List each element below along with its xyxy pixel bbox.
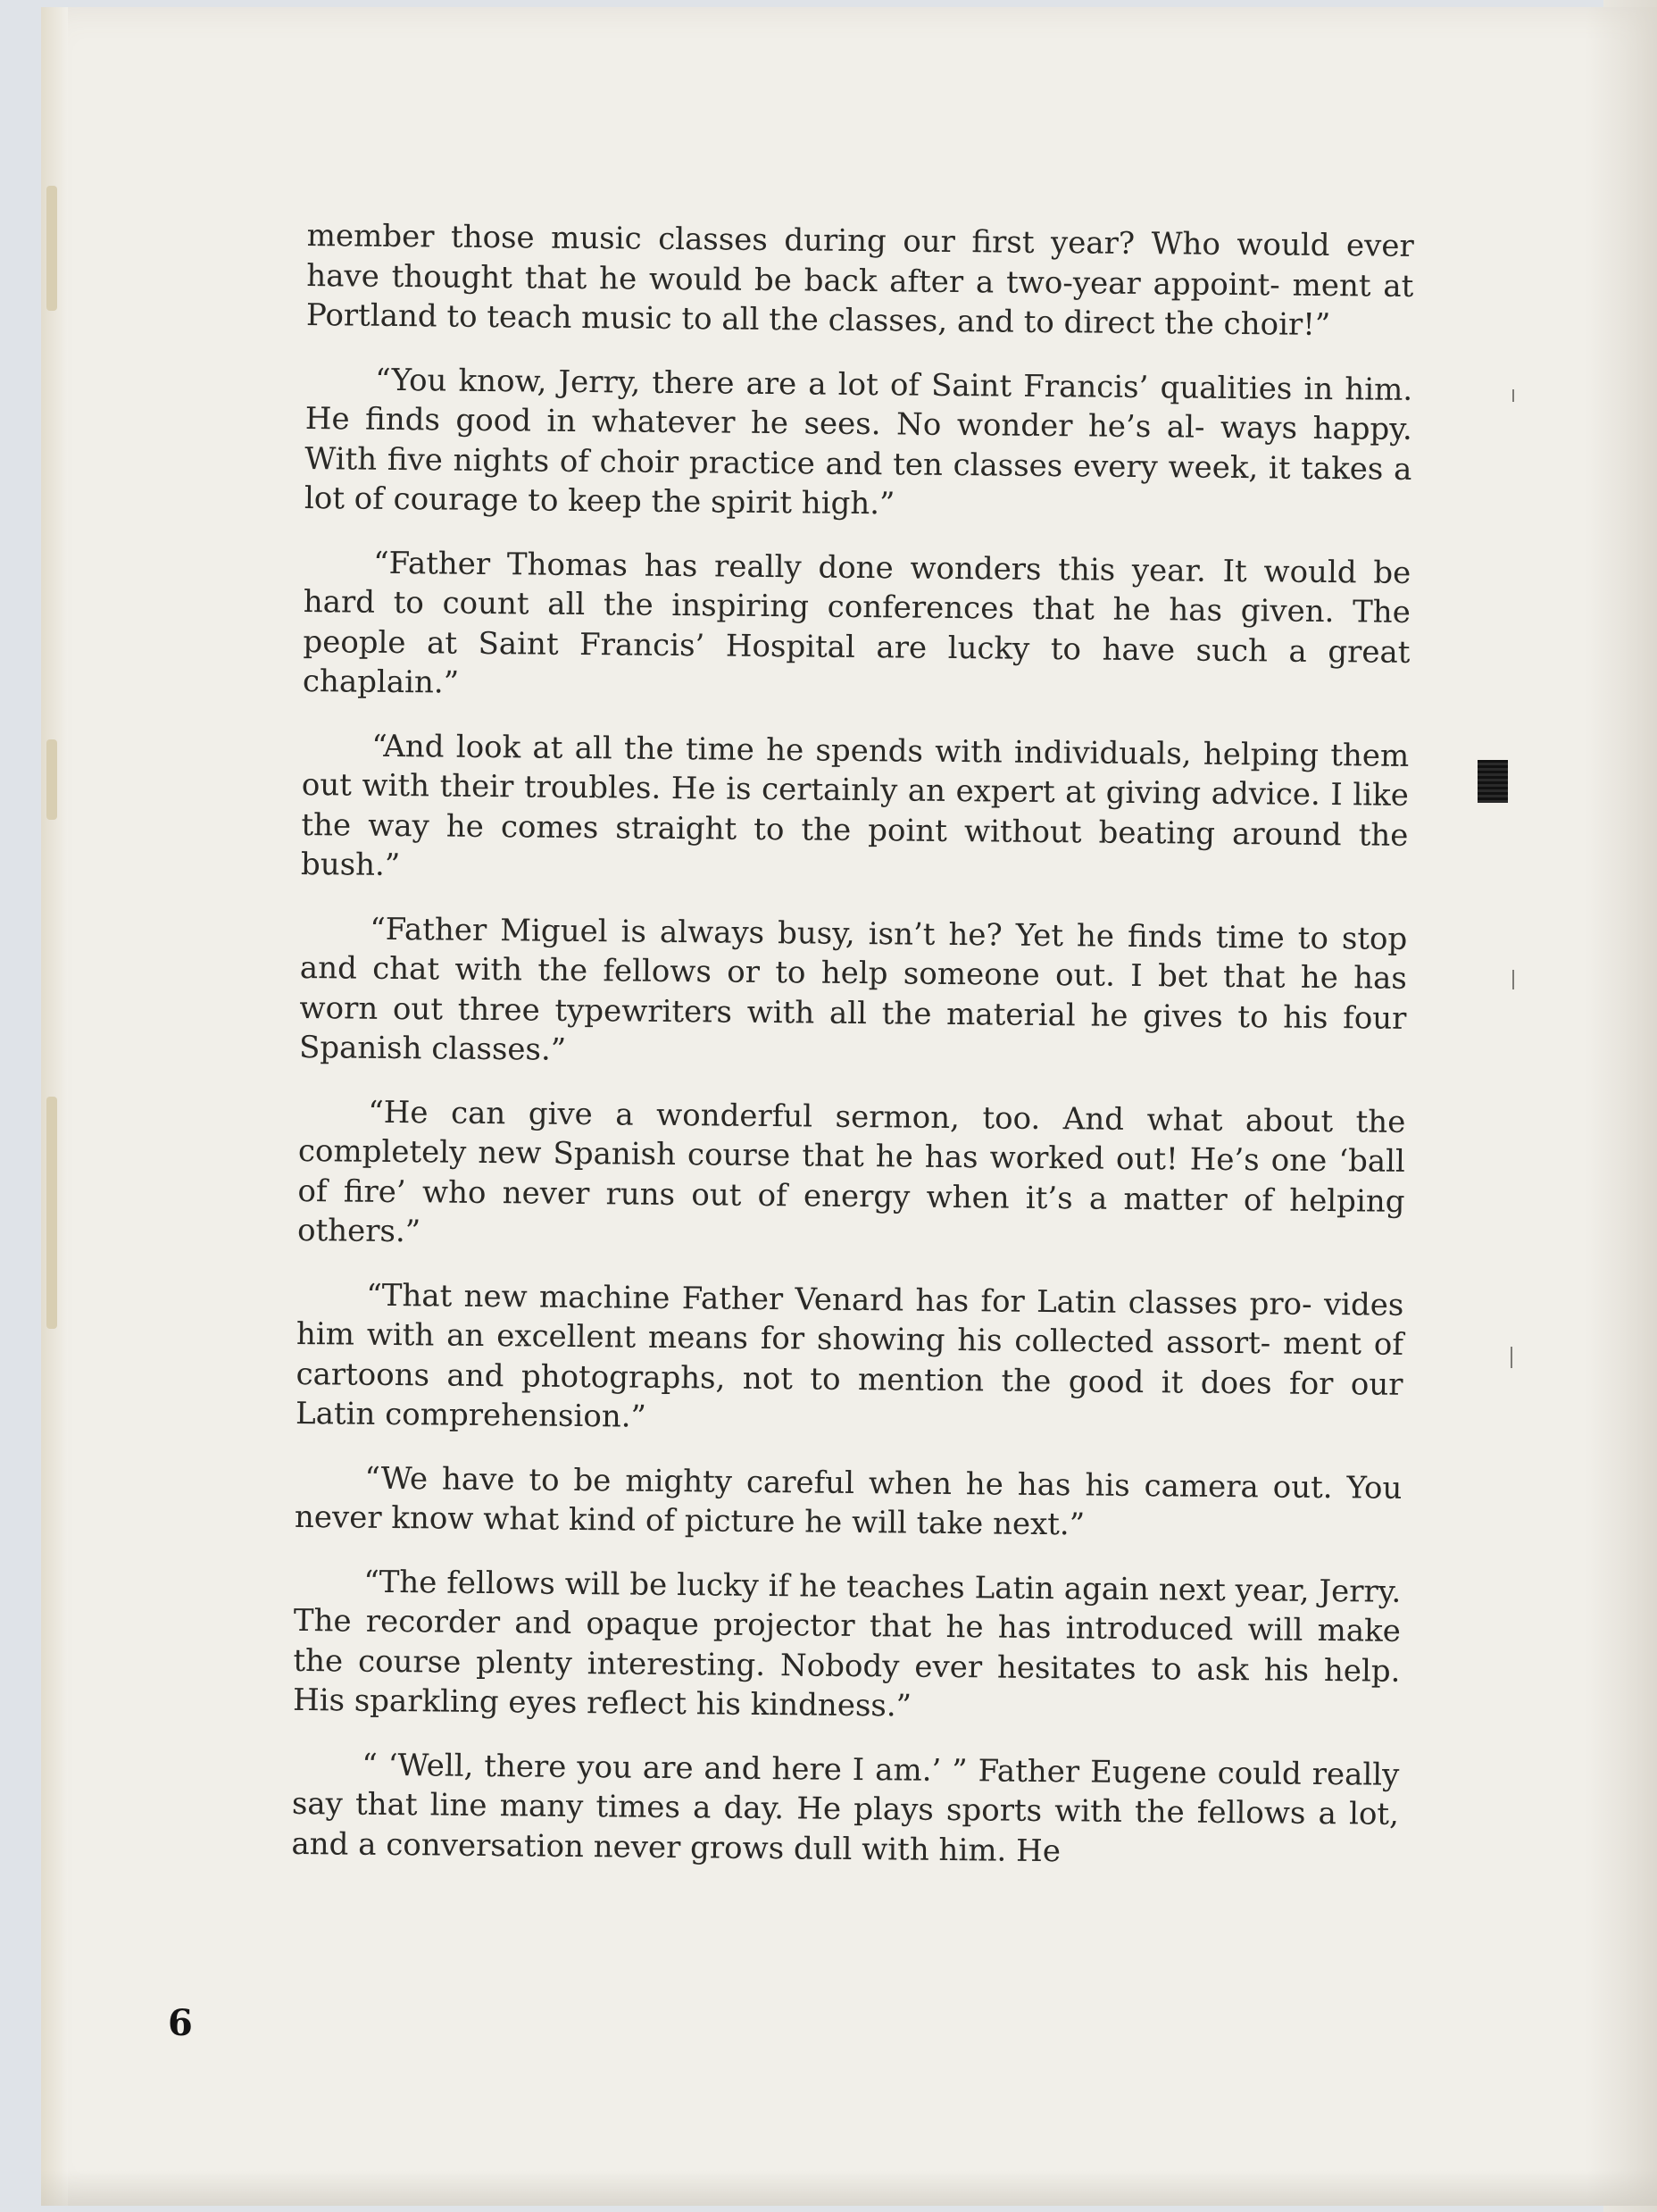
paragraph: “The fellows will be lucky if he teaches Latin again next year, Jerry. The recorder and opaque projector that he has introduced will make the course plenty interesting. Nobody ever hesitates to ask his help. His sparkling eyes reflect his kindness.” [292,1564,1402,1724]
paragraph: “You know, Jerry, there are a lot of Saint Francis’ qualities in him. He finds good in whatever he sees. No wonder he’s al- ways happy. With five nights of choir practice and ten classes every week, it takes a lot of courage to keep the spirit high.” [304,362,1413,522]
body-text [291,216,1414,1899]
page-right-shadow [1586,7,1657,2206]
paragraph: “And look at all the time he spends with individuals, helping them out with their troubles. He is certainly an expert at giving advice. I like the way he comes straight to the point without beating around the bush.” [300,728,1410,884]
paragraph: “Father Thomas has really done wonders this year. It would be hard to count all the inspiring conferences that he has given. The people at Saint Francis’ Hospital are lucky to have such a great chaplain.” [302,545,1411,701]
edge-wear [46,186,57,311]
page-left-edge [41,7,68,2206]
paragraph: member those music classes during our first year? Who would ever have thought that he would be back after a two-year appoint- ment at Portland to teach music to all the classes, and to direct the choir!” [305,217,1414,344]
edge-wear [46,1097,57,1329]
thumb-index-mark [1478,760,1508,803]
page-bottom-shadow [41,2170,1657,2206]
paragraph: “That new machine Father Venard has for Latin classes pro- vides him with an excellent means for showing his collected assort- ment of cartoons and photographs, not to mention the good it does for our Latin comprehension.” [295,1277,1404,1435]
paragraph: “He can give a wonderful sermon, too. And what about the completely new Spanish course that he has worked out! He’s one ‘ball of fire’ who never runs out of energy when it’s a matter of helping others.” [296,1094,1406,1250]
margin-tick [1512,970,1514,989]
margin-tick [1512,389,1514,402]
paragraph: “Father Miguel is always busy, isn’t he? Yet he finds time to stop and chat with the fellows or to help someone out. I bet that he has worn out three typewriters with all the material he gives to his four Spanish classes.” [298,911,1408,1068]
page-number: 6 [168,2002,193,2044]
paragraph: “ ‘Well, there you are and here I am.’ ” Father Eugene could really say that line many times a day. He plays sports with the fellows a lot, and a conversation never grows dull with him. He [291,1747,1400,1869]
paragraph: “We have to be mighty careful when he has his camera out. You never know what kind of picture he will take next.” [294,1460,1403,1543]
edge-wear [46,739,57,820]
margin-tick [1511,1347,1512,1368]
